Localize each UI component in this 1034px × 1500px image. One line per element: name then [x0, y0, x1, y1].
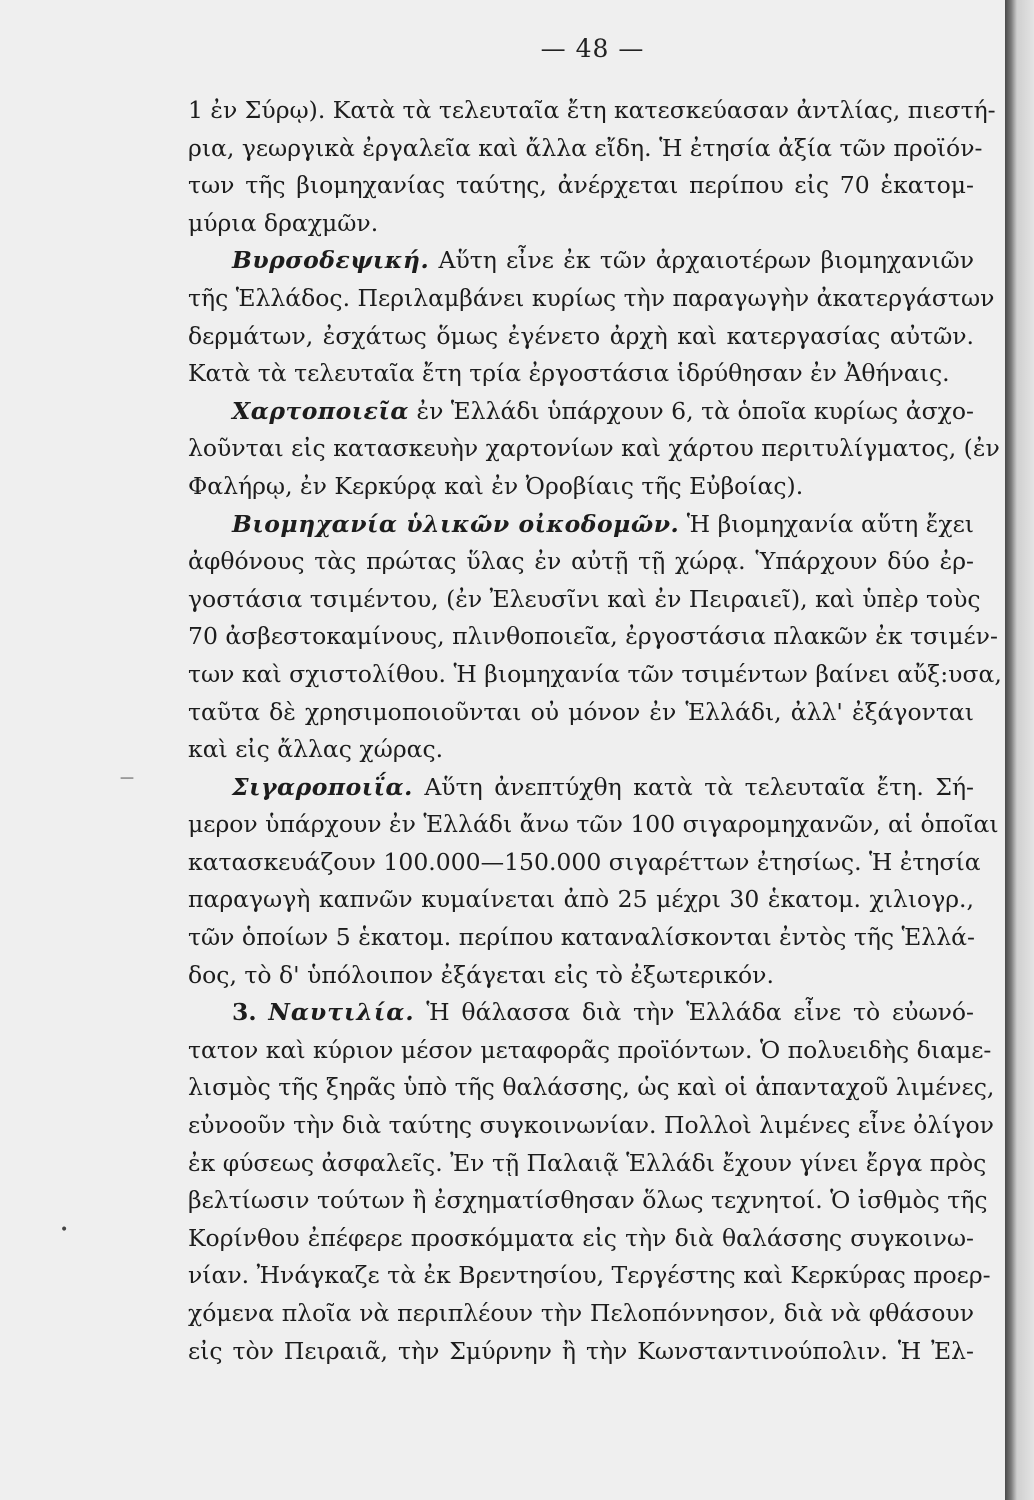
text-line — [188, 1032, 992, 1070]
text-line — [188, 1182, 988, 1220]
text-line — [188, 881, 974, 919]
line-text: τατον καὶ κύριον μέσον μεταφορᾶς προϊόντων. Ὁ πολυειδὴς διαμε- — [188, 1035, 992, 1064]
line-text: των τῆς βιομηχανίας ταύτης, ἀνέρχεται περίπου εἰς 70 ἑκατομ- — [188, 171, 974, 200]
line-text: τῆς Ἑλλάδος. Περιλαμβάνει κυρίως τὴν παραγωγὴν ἀκατεργάστων — [188, 283, 995, 312]
text-line — [188, 806, 999, 844]
line-text: νίαν. Ἠνάγκαζε τὰ ἐκ Βρεντησίου, Τεργέστης καὶ Κερκύρας προερ- — [188, 1261, 991, 1290]
line-text: δος, τὸ δ' ὑπόλοιπον ἐξάγεται εἰς τὸ ἐξωτερικόν. — [188, 960, 774, 989]
text-line — [188, 618, 998, 656]
subsection-heading: Βιομηχανία ὑλικῶν οἰκοδομῶν. — [232, 509, 680, 538]
line-text: 70 ἀσβεστοκαμίνους, πλινθοποιεῖα, ἐργοστάσια πλακῶν ἐκ τσιμέν- — [188, 622, 998, 651]
text-line — [188, 731, 974, 769]
text-line — [188, 1333, 974, 1371]
text-line — [188, 355, 974, 393]
section-number: 3. — [232, 998, 257, 1027]
text-line — [188, 280, 995, 318]
line-text: βελτίωσιν τούτων ἢ ἐσχηματίσθησαν ὅλως τεχνητοί. Ὁ ἰσθμὸς τῆς — [188, 1186, 988, 1215]
text-line — [188, 1295, 974, 1333]
text-line — [188, 994, 974, 1032]
line-text: λισμὸς τῆς ξηρᾶς ὑπὸ τῆς θαλάσσης, ὡς καὶ οἱ ἁπανταχοῦ λιμένες, — [188, 1073, 995, 1102]
line-text: καὶ εἰς ἄλλας χώρας. — [188, 735, 444, 764]
line-text: Κατὰ τὰ τελευταῖα ἔτη τρία ἐργοστάσια ἱδρύθησαν ἐν Ἀθήναις. — [188, 359, 950, 388]
line-text: γοστάσια τσιμέντου, (ἐν Ἐλευσῖνι καὶ ἐν Πειραιεῖ), καὶ ὑπὲρ τοὺς — [188, 584, 981, 613]
line-text: εἰς τὸν Πειραιᾶ, τὴν Σμύρνην ἢ τὴν Κωνσταντινούπολιν. Ἡ Ἐλ- — [188, 1336, 974, 1365]
page-number: — 48 — — [540, 34, 645, 63]
line-text: Αὕτη εἶνε ἐκ τῶν ἀρχαιοτέρων βιομηχανιῶν — [429, 246, 974, 275]
text-line — [188, 694, 974, 732]
text-line — [188, 919, 974, 957]
margin-dash-mark: — — [120, 770, 134, 786]
text-line — [188, 130, 983, 168]
line-text: Ἡ θάλασσα διὰ τὴν Ἑλλάδα εἶνε τὸ εὐωνό- — [414, 998, 974, 1027]
line-text: χόμενα πλοῖα νὰ περιπλέουν τὴν Πελοπόννησον, διὰ νὰ φθάσουν — [188, 1299, 974, 1327]
text-line — [188, 205, 974, 243]
line-text: Αὕτη ἀνεπτύχθη κατὰ τὰ τελευταῖα ἔτη. Σή- — [412, 772, 974, 801]
line-text: των καὶ σχιστολίθου. Ἡ βιομηχανία τῶν τσιμέντων βαίνει αὔξ:υσα, — [188, 659, 1002, 688]
subsection-heading: Χαρτοποιεῖα — [232, 396, 409, 425]
text-line — [188, 506, 974, 544]
text-line — [188, 430, 1000, 468]
page-text-body — [188, 92, 1002, 1370]
line-text: δερμάτων, ἐσχάτως ὅμως ἐγένετο ἀρχὴ καὶ κατεργασίας αὐτῶν. — [188, 321, 974, 350]
text-line — [188, 393, 974, 431]
text-line — [188, 1220, 974, 1258]
line-text: λοῦνται εἰς κατασκευὴν χαρτονίων καὶ χάρτου περιτυλίγματος, (ἐν — [188, 434, 1000, 463]
text-line — [188, 468, 974, 506]
line-text: τῶν ὁποίων 5 ἑκατομ. περίπου καταναλίσκονται ἐντὸς τῆς Ἑλλά- — [188, 923, 975, 952]
text-line — [188, 957, 974, 995]
text-line — [188, 656, 1002, 694]
subsection-heading: Βυρσοδεψική. — [232, 246, 430, 275]
text-line — [188, 1107, 994, 1145]
line-text: Ἡ βιομηχανία αὕτη ἔχει — [679, 509, 974, 538]
text-line — [188, 1069, 995, 1107]
margin-dot-mark: • — [60, 1222, 69, 1238]
section-title: Ναυτιλία. — [268, 998, 415, 1027]
text-line — [188, 242, 974, 280]
text-line — [188, 581, 981, 619]
text-line — [188, 543, 974, 581]
text-line — [188, 769, 974, 807]
text-line — [188, 1145, 987, 1183]
page-gutter-shadow — [1005, 0, 1034, 1500]
line-text: ἐν Ἑλλάδι ὑπάρχουν 6, τὰ ὁποῖα κυρίως ἀσχο- — [408, 396, 974, 425]
text-line — [188, 167, 974, 205]
line-text: κατασκευάζουν 100.000—150.000 σιγαρέττων ἐτησίως. Ἡ ἐτησία — [188, 847, 981, 876]
line-text: παραγωγὴ καπνῶν κυμαίνεται ἀπὸ 25 μέχρι 30 ἑκατομ. χιλιογρ., — [188, 885, 974, 914]
line-text: ταῦτα δὲ χρησιμοποιοῦνται οὐ μόνον ἐν Ἑλλάδι, ἀλλ' ἐξάγονται — [188, 697, 974, 726]
line-text: εὐνοοῦν τὴν διὰ ταύτης συγκοινωνίαν. Πολλοὶ λιμένες εἶνε ὀλίγον — [188, 1111, 994, 1140]
text-line — [188, 318, 974, 356]
line-text: ἐκ φύσεως ἀσφαλεῖς. Ἐν τῇ Παλαιᾷ Ἑλλάδι ἔχουν γίνει ἔργα πρὸς — [188, 1148, 987, 1177]
text-line — [188, 1257, 991, 1295]
line-text: ἀφθόνους τὰς πρώτας ὕλας ἐν αὐτῇ τῇ χώρᾳ. Ὑπάρχουν δύο ἐρ- — [188, 547, 974, 576]
line-text: Φαλήρῳ, ἐν Κερκύρᾳ καὶ ἐν Ὀροβίαις τῆς Εὐβοίας). — [188, 471, 804, 500]
line-text: 1 ἐν Σύρῳ). Κατὰ τὰ τελευταῖα ἔτη κατεσκεύασαν ἀντλίας, πιεστή- — [188, 96, 996, 124]
line-text: Κορίνθου ἐπέφερε προσκόμματα εἰς τὴν διὰ θαλάσσης συγκοινω- — [188, 1223, 974, 1252]
line-text: μερον ὑπάρχουν ἐν Ἑλλάδι ἄνω τῶν 100 σιγαρομηχανῶν, αἱ ὁποῖαι — [188, 810, 999, 839]
text-line — [188, 844, 981, 882]
text-line — [188, 92, 996, 130]
line-text: ρια, γεωργικὰ ἐργαλεῖα καὶ ἄλλα εἴδη. Ἡ ἐτησία ἀξία τῶν προϊόν- — [188, 133, 983, 162]
subsection-heading: Σιγαροποιΐα. — [232, 772, 413, 801]
line-text: μύρια δραχμῶν. — [188, 208, 379, 237]
